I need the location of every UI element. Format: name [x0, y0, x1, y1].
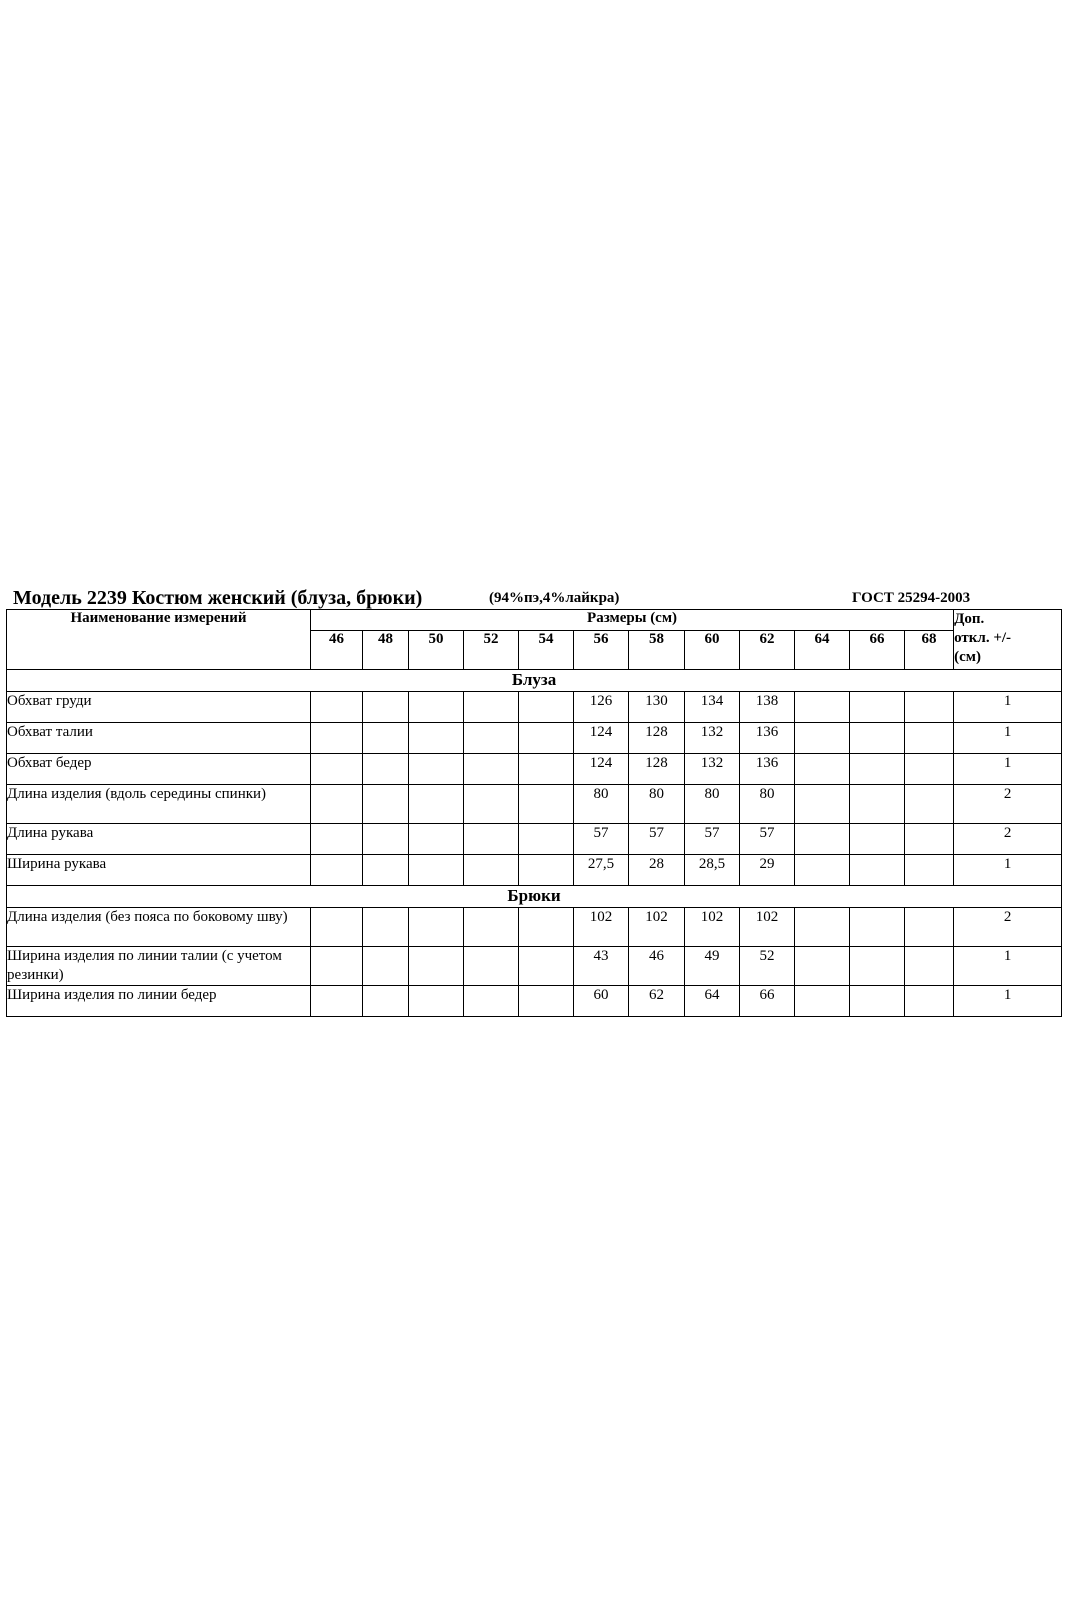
measurement-name-header: Наименование измерений [7, 610, 311, 670]
size-value-cell: 80 [574, 785, 629, 824]
size-header-cell: 68 [905, 631, 954, 670]
size-value-cell: 102 [574, 908, 629, 947]
size-value-cell [409, 692, 464, 723]
size-value-cell [795, 785, 850, 824]
size-value-cell: 57 [685, 824, 740, 855]
size-value-cell [519, 947, 574, 986]
table-row [7, 723, 1062, 754]
tolerance-value: 1 [954, 754, 1062, 785]
size-value-cell: 102 [629, 908, 685, 947]
size-value-cell [850, 754, 905, 785]
tolerance-header-line: (см) [954, 649, 981, 665]
size-value-cell [409, 754, 464, 785]
size-value-cell [519, 855, 574, 886]
size-value-cell [311, 824, 363, 855]
size-value-cell [464, 692, 519, 723]
measurement-name: Ширина изделия по линии талии (с учетом резинки) [7, 947, 311, 986]
size-value-cell [519, 785, 574, 824]
size-value-cell [519, 723, 574, 754]
tolerance-value: 2 [954, 785, 1062, 824]
measurement-name: Ширина изделия по линии бедер [7, 986, 311, 1017]
size-value-cell [795, 692, 850, 723]
size-header-cell: 64 [795, 631, 850, 670]
size-value-cell [519, 824, 574, 855]
size-value-cell [409, 785, 464, 824]
size-value-cell [905, 986, 954, 1017]
size-value-cell [905, 908, 954, 947]
size-value-cell [905, 947, 954, 986]
table-body [7, 670, 1062, 1017]
tolerance-header-line: Доп. [954, 611, 985, 627]
size-value-cell [409, 908, 464, 947]
size-header-cell: 54 [519, 631, 574, 670]
size-value-cell: 46 [629, 947, 685, 986]
size-value-cell: 49 [685, 947, 740, 986]
size-value-cell: 43 [574, 947, 629, 986]
size-value-cell [795, 754, 850, 785]
measurement-name: Длина изделия (вдоль середины спинки) [7, 785, 311, 824]
fabric-composition: (94%пэ,4%лайкра) [489, 590, 620, 606]
size-value-cell: 62 [629, 986, 685, 1017]
measurement-name: Обхват талии [7, 723, 311, 754]
size-value-cell: 57 [740, 824, 795, 855]
table-row [7, 785, 1062, 824]
size-value-cell [905, 692, 954, 723]
size-value-cell: 132 [685, 754, 740, 785]
size-value-cell [363, 908, 409, 947]
size-value-cell [363, 986, 409, 1017]
size-value-cell: 136 [740, 723, 795, 754]
size-value-cell [363, 855, 409, 886]
size-value-cell [519, 986, 574, 1017]
size-header-cell: 52 [464, 631, 519, 670]
size-value-cell [311, 947, 363, 986]
size-value-cell [311, 986, 363, 1017]
size-value-cell [311, 785, 363, 824]
size-value-cell: 124 [574, 754, 629, 785]
size-value-cell: 60 [574, 986, 629, 1017]
tolerance-value: 1 [954, 986, 1062, 1017]
size-value-cell [905, 754, 954, 785]
size-header-cell: 60 [685, 631, 740, 670]
size-value-cell [850, 986, 905, 1017]
measurement-name: Обхват груди [7, 692, 311, 723]
standard-code: ГОСТ 25294-2003 [852, 590, 971, 606]
section-title: Блуза [7, 670, 1062, 692]
size-value-cell: 132 [685, 723, 740, 754]
size-value-cell [519, 692, 574, 723]
size-value-cell [795, 723, 850, 754]
size-value-cell [363, 723, 409, 754]
size-value-cell [464, 855, 519, 886]
size-value-cell [464, 947, 519, 986]
table-row [7, 692, 1062, 723]
size-value-cell [464, 908, 519, 947]
measurement-name: Длина изделия (без пояса по боковому шву) [7, 908, 311, 947]
tolerance-value: 2 [954, 908, 1062, 947]
size-value-cell: 102 [685, 908, 740, 947]
size-value-cell [850, 947, 905, 986]
size-header-cell: 46 [311, 631, 363, 670]
size-value-cell [409, 947, 464, 986]
tolerance-value: 1 [954, 692, 1062, 723]
size-value-cell [464, 754, 519, 785]
size-value-cell [850, 908, 905, 947]
size-value-cell [409, 723, 464, 754]
size-value-cell [311, 723, 363, 754]
size-value-cell [905, 723, 954, 754]
size-value-cell [519, 908, 574, 947]
size-header-cell: 50 [409, 631, 464, 670]
size-table [6, 609, 1062, 1017]
size-value-cell: 57 [574, 824, 629, 855]
size-value-cell: 64 [685, 986, 740, 1017]
measurement-name: Длина рукава [7, 824, 311, 855]
tolerance-header [954, 610, 1062, 670]
size-value-cell: 27,5 [574, 855, 629, 886]
size-value-cell [311, 754, 363, 785]
size-value-cell [363, 754, 409, 785]
size-value-cell [363, 947, 409, 986]
size-value-cell: 29 [740, 855, 795, 886]
tolerance-value: 1 [954, 947, 1062, 986]
size-value-cell: 126 [574, 692, 629, 723]
size-value-cell: 128 [629, 723, 685, 754]
size-value-cell [363, 692, 409, 723]
size-value-cell [363, 824, 409, 855]
size-header-cell: 56 [574, 631, 629, 670]
size-value-cell: 80 [629, 785, 685, 824]
size-value-cell [464, 723, 519, 754]
size-value-cell: 102 [740, 908, 795, 947]
table-row [7, 754, 1062, 785]
size-value-cell: 136 [740, 754, 795, 785]
tolerance-value: 2 [954, 824, 1062, 855]
section-title: Брюки [7, 886, 1062, 908]
size-value-cell: 124 [574, 723, 629, 754]
size-value-cell [850, 855, 905, 886]
size-header-cell: 48 [363, 631, 409, 670]
tolerance-value: 1 [954, 723, 1062, 754]
size-value-cell [464, 986, 519, 1017]
size-value-cell [795, 908, 850, 947]
size-value-cell [850, 785, 905, 824]
measurement-name: Ширина рукава [7, 855, 311, 886]
size-value-cell [409, 824, 464, 855]
size-value-cell: 57 [629, 824, 685, 855]
size-value-cell [409, 855, 464, 886]
size-value-cell: 128 [629, 754, 685, 785]
size-value-cell [795, 824, 850, 855]
size-header-cell: 66 [850, 631, 905, 670]
tolerance-value: 1 [954, 855, 1062, 886]
size-value-cell: 80 [685, 785, 740, 824]
size-value-cell: 52 [740, 947, 795, 986]
model-title: Модель 2239 Костюм женский (блуза, брюки) [13, 587, 423, 609]
table-row [7, 986, 1062, 1017]
size-value-cell: 66 [740, 986, 795, 1017]
size-value-cell: 138 [740, 692, 795, 723]
size-value-cell [795, 986, 850, 1017]
size-value-cell [905, 855, 954, 886]
size-value-cell [363, 785, 409, 824]
size-value-cell [519, 754, 574, 785]
size-value-cell [795, 947, 850, 986]
table-row [7, 908, 1062, 947]
size-value-cell: 130 [629, 692, 685, 723]
size-value-cell [409, 986, 464, 1017]
size-value-cell [464, 824, 519, 855]
size-value-cell: 80 [740, 785, 795, 824]
sizes-header: Размеры (см) [311, 610, 954, 631]
size-header-cell: 62 [740, 631, 795, 670]
size-value-cell: 134 [685, 692, 740, 723]
tolerance-header-line: откл. +/- [954, 630, 1012, 646]
size-value-cell: 28,5 [685, 855, 740, 886]
size-value-cell [850, 824, 905, 855]
size-value-cell [850, 723, 905, 754]
document-header [13, 587, 1063, 611]
size-value-cell [795, 855, 850, 886]
size-value-cell: 28 [629, 855, 685, 886]
size-header-cell: 58 [629, 631, 685, 670]
size-value-cell [311, 692, 363, 723]
table-row [7, 855, 1062, 886]
size-value-cell [311, 855, 363, 886]
size-value-cell [311, 908, 363, 947]
table-row [7, 947, 1062, 986]
table-row [7, 824, 1062, 855]
size-value-cell [905, 824, 954, 855]
size-value-cell [850, 692, 905, 723]
size-value-cell [464, 785, 519, 824]
measurement-name: Обхват бедер [7, 754, 311, 785]
size-value-cell [905, 785, 954, 824]
